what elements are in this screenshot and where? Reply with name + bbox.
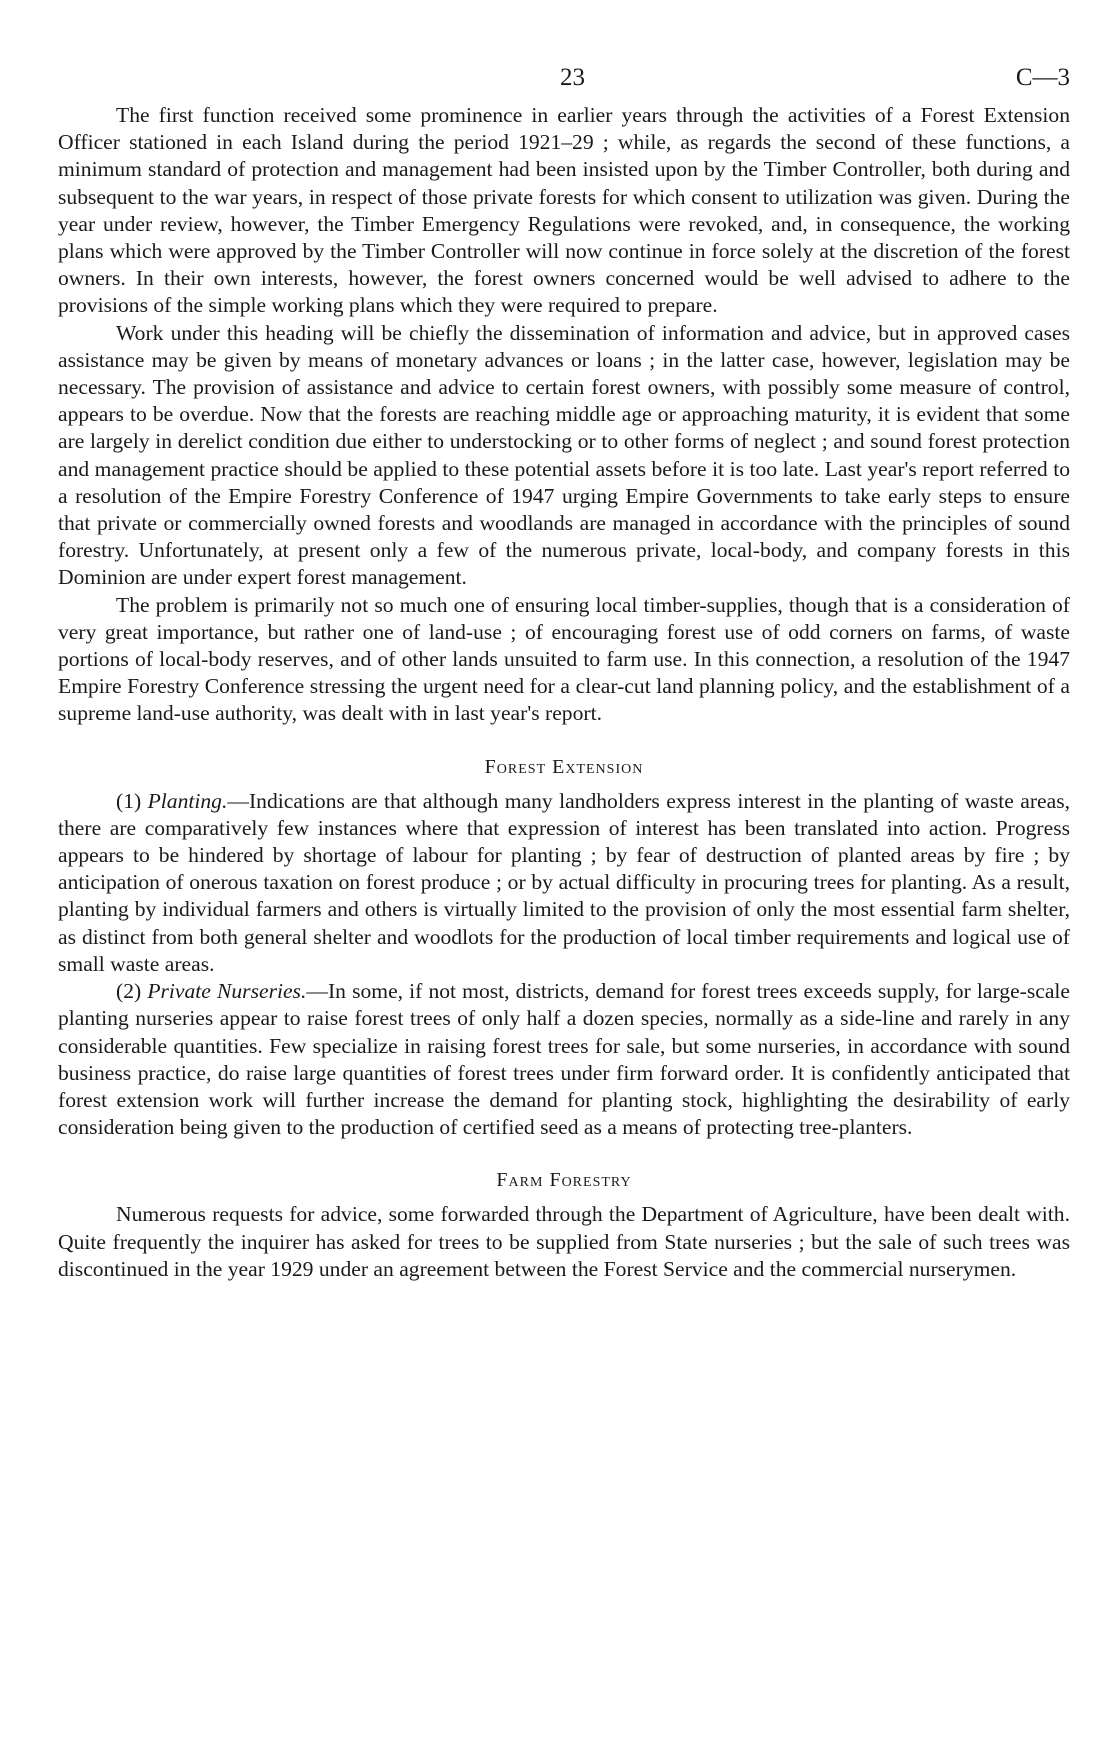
farm-forestry-heading: Farm Forestry — [496, 1169, 632, 1192]
intro-paragraph: The problem is primarily not so much one of ensuring local timber-supplies, though that is a consideration of very great importance, but rather one of land-use ; of encouraging forest use of odd corners on farms, of waste portions of local-body reserves, and of other lands unsuited to farm use. In this connection, a resolution of the 1947 Empire Forestry Conference stressing the urgent need for a clear-cut land planning policy, and the establishment of a supreme land-use authority, was dealt with in last year's report. — [58, 592, 1070, 726]
forest-extension-heading: Forest Extension — [484, 755, 644, 778]
intro-paragraph: Work under this heading will be chiefly the dissemination of information and advice, but in approved cases assistance may be given by means of monetary advances or loans ; in the latter case, however, legislation may be necessary. The provision of assistance and advice to certain forest owners, with possibly some measure of control, appears to be overdue. Now that the forests are reaching middle age or approaching maturity, it is evident that some are largely in derelict condition due either to understocking or to other forms of neglect ; and sound forest protection and management practice should be applied to these potential assets before it is too late. Last year's report referred to a resolution of the Empire Forestry Conference of 1947 urging Empire Governments to take early steps to ensure that private or commercially owned forests and woodlands are managed in accordance with the principles of sound forestry. Unfortunately, at present only a few of the numerous private, local-body, and company forests in this Dominion are under expert forest management. — [58, 320, 1070, 590]
nurseries-paragraph — [58, 978, 1070, 1141]
farm-forestry-paragraph: Numerous requests for advice, some forwarded through the Department of Agriculture, have been dealt with. Quite frequently the inquirer has asked for trees to be supplied from State nurseries ; but the sale of such trees was discontinued in the year 1929 under an agreement between the Forest Service and the commercial nurserymen. — [58, 1202, 1070, 1281]
planting-number: (1) — [116, 788, 142, 813]
page-number: 23 — [560, 64, 585, 91]
planting-paragraph — [58, 788, 1070, 978]
planting-text: —Indications are that although many landholders express interest in the planting of waste areas, there are comparatively few instances where that expression of interest has been translated into action. Progress appears to be hindered by shortage of labour for planting ; by fear of destruction of planted areas by fire ; by anticipation of onerous taxation on forest produce ; or by actual difficulty in procuring trees for planting. As a result, planting by individual farmers and others is virtually limited to the provision of only the most essential farm shelter, as distinct from both general shelter and woodlots for the production of local timber requirements and logical use of small waste areas. — [58, 788, 1070, 976]
planting-title: Planting. — [147, 788, 228, 813]
nurseries-text: —In some, if not most, districts, demand for forest trees exceeds supply, for large-scale planting nurseries appear to raise forest trees of only half a dozen species, normally as a side-line and rarely in any considerable quantities. Few specialize in raising forest trees for sale, but some nurseries, in accordance with sound business practice, do raise large quantities of forest trees under firm forward order. It is confidently anticipated that forest extension work will further increase the demand for planting stock, highlighting the desirability of early consideration being given to the production of certified seed as a means of protecting tree-planters. — [58, 979, 1071, 1140]
nurseries-number: (2) — [116, 979, 142, 1004]
document-page — [58, 58, 1070, 1283]
intro-paragraph: The first function received some prominence in earlier years through the activities of a Forest Extension Officer stationed in each Island during the period 1921–29 ; while, as regards the second of these functions, a minimum standard of protection and management had been insisted upon by the Timber Controller, both during and subsequent to the war years, in respect of those private forests for which consent to utilization was given. During the year under review, however, the Timber Emergency Regulations were revoked, and, in consequence, the working plans which were approved by the Timber Controller will now continue in force solely at the discretion of the forest owners. In their own interests, however, the forest owners concerned would be well advised to adhere to the provisions of the simple working plans which they were required to prepare. — [58, 103, 1070, 318]
document-reference: C—3 — [1015, 64, 1070, 91]
nurseries-title: Private Nurseries. — [147, 979, 307, 1004]
page-header — [58, 58, 1070, 102]
